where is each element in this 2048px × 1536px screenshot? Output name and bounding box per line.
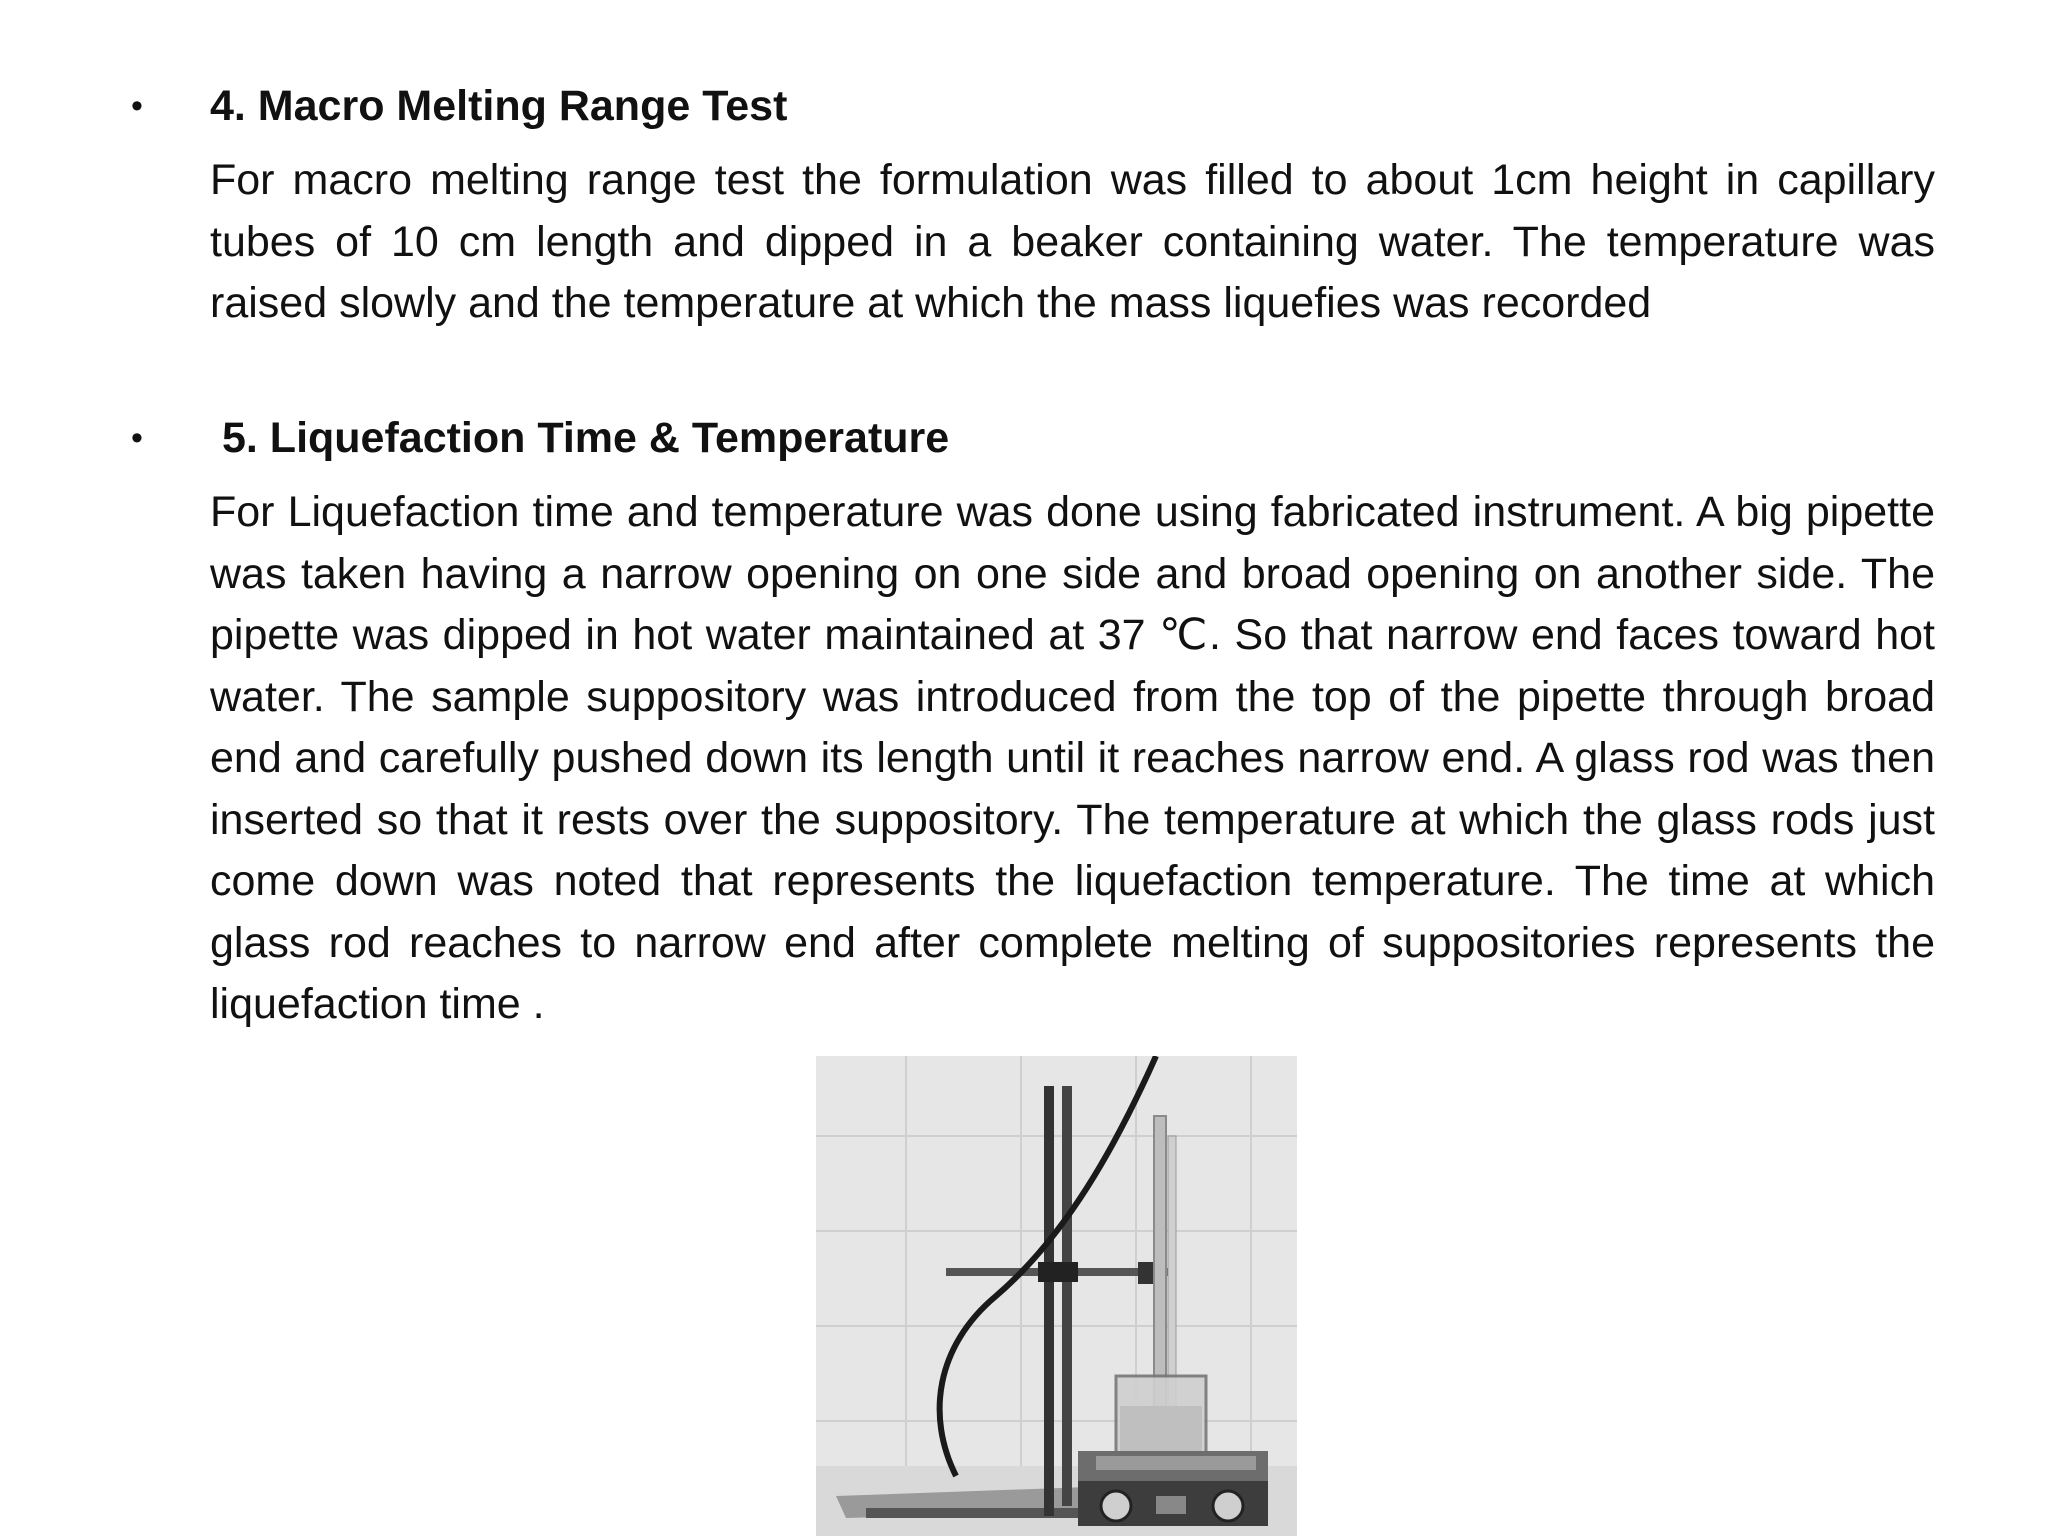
section-body-liquefaction: For Liquefaction time and temperature was done using fabricated instrument. A big pipette was taken having a narrow opening on one side and broad opening on another side. The pipette was dipped in hot water maintained at 37 ℃. So that narrow end faces toward hot water. The sample suppository was introduced from the top of the pipette through broad end and carefully pushed down its length until it reaches narrow end. A glass rod was then inserted so that it rests over the suppository. The temperature at which the glass rods just come down was noted that represents the liquefaction temperature. The time at which glass rod reaches to narrow end after complete melting of suppositories represents the liquefaction time . bbox=[210, 488, 1935, 1028]
section-body-macro-melting: For macro melting range test the formulation was filled to about 1cm height in capillary tubes of 10 cm length and dipped in a beaker containing water. The temperature was raised slowly and the temperature at which the mass liquefies was recorded bbox=[210, 156, 1935, 327]
section-heading-macro-melting: 4. Macro Melting Range Test bbox=[210, 82, 788, 130]
bullet-marker: • bbox=[131, 87, 143, 125]
section-heading-liquefaction: 5. Liquefaction Time & Temperature bbox=[222, 414, 950, 462]
bullet-marker: • bbox=[131, 419, 143, 457]
apparatus-photo bbox=[816, 1056, 1297, 1536]
